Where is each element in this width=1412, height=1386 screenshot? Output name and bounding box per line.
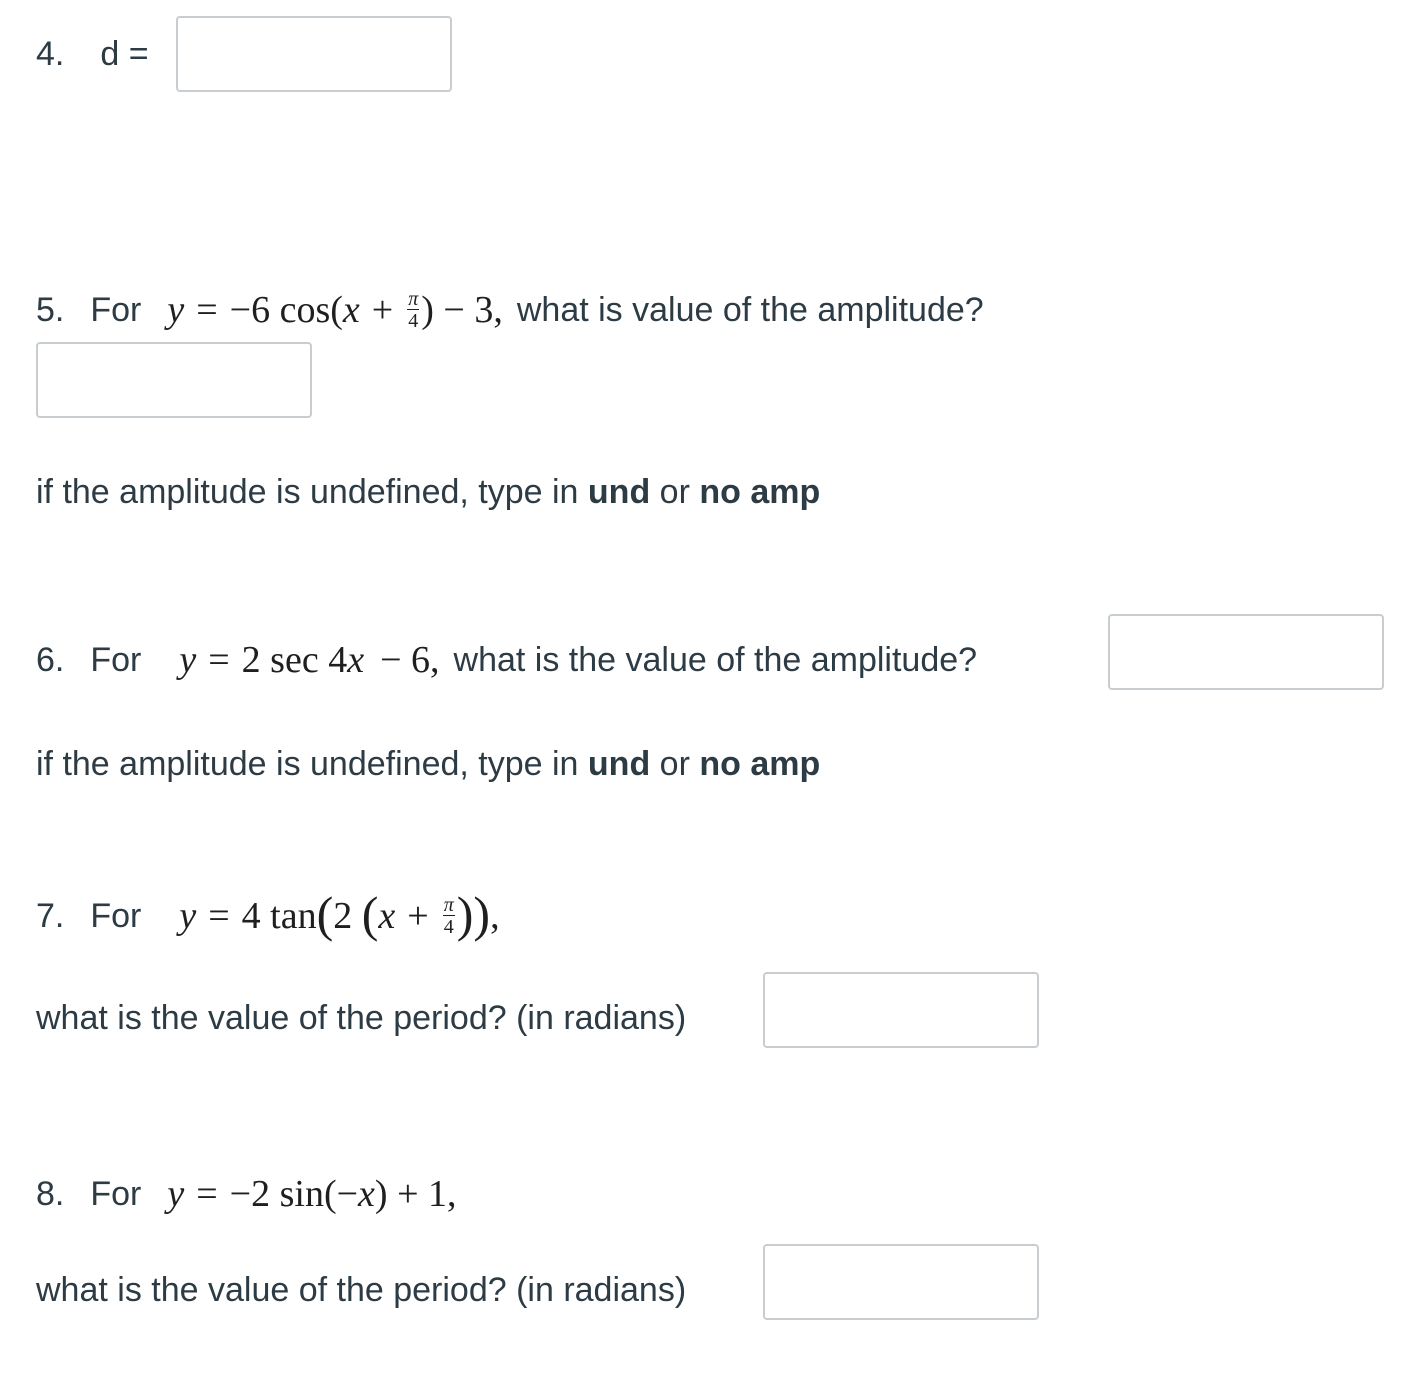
q6-eq-a: 2 sec 4 [241,639,348,681]
q7-eq-equals: = [208,895,230,937]
q5-for: For [90,291,142,329]
q5-eq-plus: + [371,289,394,331]
q7-eq-inner-a: 2 [333,895,362,937]
q8-eq-var: y [167,1173,185,1215]
q5-number: 5. [36,291,65,329]
q7-question: what is the value of the period? (in radians) [36,999,687,1037]
q5-eq-prefix: −6 cos( [229,289,343,331]
q5-eq-var: y [167,289,185,331]
q7-eq-lparen-outer: ( [316,886,334,942]
q7-eq-rparen-inner: ) [456,886,474,942]
q8-number: 8. [36,1175,65,1213]
q7-eq-x: x [378,895,396,937]
q5-hint-or: or [650,473,700,511]
q7-eq-var: y [179,895,197,937]
q7-eq-prefix: 4 tan [241,895,317,937]
q7-eq-fraction [443,896,455,936]
q7-frac-num: π [443,894,454,916]
q7-frac-den: 4 [443,916,454,938]
q8-eq-b: ) + 1, [374,1173,457,1215]
q6-hint-prefix: if the amplitude is undefined, type in [36,745,588,783]
q7-row [36,886,500,942]
q6-eq-b: − 6, [380,639,440,681]
q7-eq-plus: + [407,895,429,937]
q5-row [36,288,984,332]
q5-hint-und: und [587,473,651,511]
q7-eq-rparen-outer: ) [473,886,491,942]
q8-eq-x: x [358,1173,375,1215]
q7-question-row [36,996,686,1040]
q5-eq-equals: = [196,289,218,331]
q8-eq-equals: = [196,1173,218,1215]
q4-row [36,32,149,76]
q4-label: d = [100,35,149,73]
q8-row [36,1172,457,1216]
q6-equation [179,638,439,682]
q5-eq-fraction [407,290,419,330]
q6-hint [36,742,820,786]
q5-eq-x: x [342,289,360,331]
q7-for: For [90,897,142,935]
q7-equation [179,886,500,942]
q5-frac-den: 4 [408,310,419,332]
q6-row [36,638,977,682]
q6-eq-x: x [347,639,365,681]
q4-answer-input[interactable] [176,16,452,92]
q7-number: 7. [36,897,65,935]
q6-eq-var: y [179,639,197,681]
q6-for: For [90,641,142,679]
q7-eq-comma: , [490,895,500,937]
q5-answer-input[interactable] [36,342,312,418]
q8-question-row [36,1268,686,1312]
q6-number: 6. [36,641,65,679]
q7-eq-lparen-inner: ( [361,886,379,942]
q8-answer-input[interactable] [763,1244,1039,1320]
q6-hint-or: or [650,745,700,783]
q6-answer-input[interactable] [1108,614,1384,690]
q5-hint-prefix: if the amplitude is undefined, type in [36,473,588,511]
q4-number: 4. [36,35,65,73]
q5-frac-num: π [408,288,419,310]
q8-eq-a: −2 sin(− [229,1173,359,1215]
q6-eq-equals: = [208,639,230,681]
q8-equation [167,1172,456,1216]
q7-answer-input[interactable] [763,972,1039,1048]
q6-question: what is the value of the amplitude? [453,641,978,679]
q5-eq-suffix: ) − 3, [421,289,503,331]
q6-hint-und: und [587,745,651,783]
q6-hint-noamp: no amp [699,745,821,783]
q8-for: For [90,1175,142,1213]
q8-question: what is the value of the period? (in radians) [36,1271,687,1309]
q5-equation [167,288,503,332]
q5-hint-noamp: no amp [699,473,821,511]
q5-question: what is value of the amplitude? [516,291,984,329]
q5-hint [36,470,820,514]
